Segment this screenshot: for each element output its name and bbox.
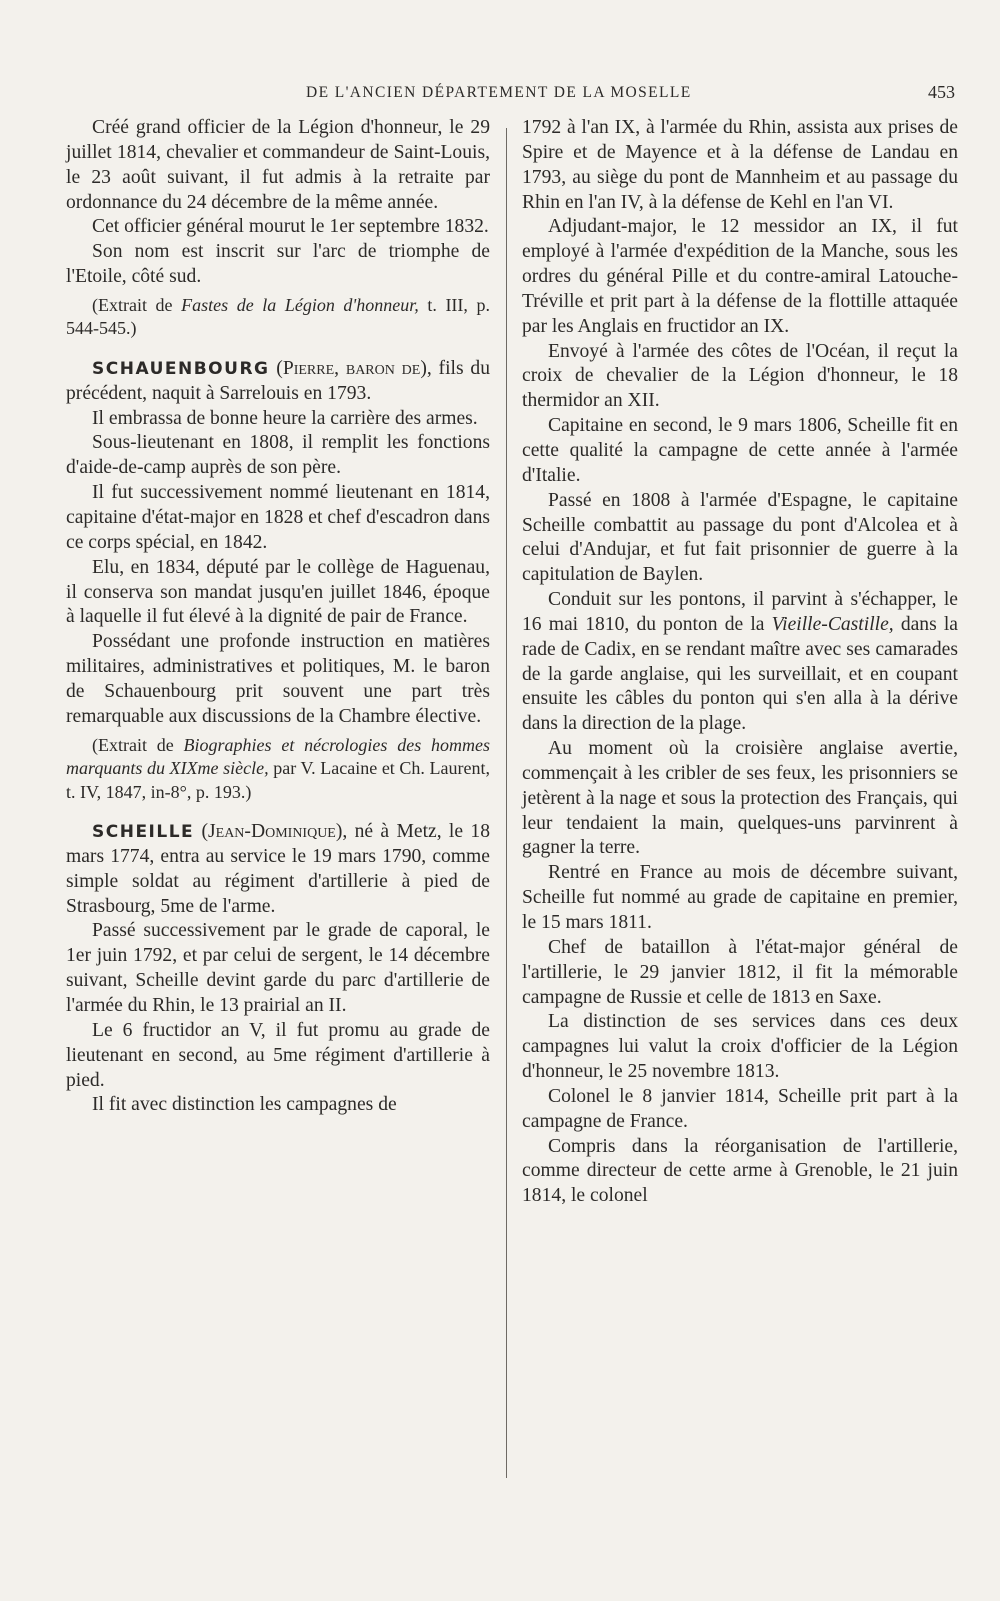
paragraph: Possédant une profonde instruction en matières militaires, administratives et politiques, M. le baron de Schauenbourg prit souvent une part très remarquable aux discussions de la Chambre élective. <box>66 631 490 727</box>
paragraph: Au moment où la croisière anglaise avertie, commençait à les cribler de ses feux, les prisonniers se jetèrent à la nage et sous la protection des Français, qui leur tendaient la main, quelques-uns parvinrent à gagner la terre. <box>522 738 958 859</box>
entry-given-name: (Jean-Dominique) <box>201 821 343 843</box>
citation-title: Fastes de la Légion d'honneur, <box>181 294 419 315</box>
paragraph: La distinction de ses services dans ces deux campagnes lui valut la croix d'officier de la Légion d'honneur, le 25 novembre 1813. <box>522 1011 958 1083</box>
running-header <box>0 84 1000 114</box>
paragraph: Colonel le 8 janvier 1814, Scheille prit part à la campagne de France. <box>522 1085 958 1132</box>
ship-name: Vieille-Castille, <box>771 613 894 635</box>
paragraph: Passé successivement par le grade de caporal, le 1er juin 1792, et par celui de sergent, le 14 décembre suivant, Scheille devint garde du parc d'artillerie de l'armée du Rhin, le 13 prairial an II. <box>66 920 490 1016</box>
paragraph: Rentré en France au mois de décembre suivant, Scheille fut nommé au grade de capitaine en premier, le 15 mars 1811. <box>522 862 958 933</box>
right-column <box>522 116 958 1209</box>
left-column <box>66 116 490 1118</box>
paragraph: Envoyé à l'armée des côtes de l'Océan, il reçut la croix de chevalier de la Légion d'honneur, le 18 thermidor an XII. <box>522 340 958 412</box>
running-title: DE L'ANCIEN DÉPARTEMENT DE LA MOSELLE <box>306 84 692 101</box>
paragraph: Compris dans la réorganisation de l'artillerie, comme directeur de cette arme à Grenoble, le 21 juin 1814, le colonel <box>522 1135 958 1207</box>
paragraph: Le 6 fructidor an V, il fut promu au grade de lieutenant en second, au 5me régiment d'artillerie à pied. <box>66 1019 490 1091</box>
paragraph: Il fit avec distinction les campagnes de <box>92 1094 397 1116</box>
citation: (Extrait de Fastes de la Légion d'honneur, t. III, p. 544-545.) <box>66 294 490 339</box>
citation-title: Biographies et nécrologies des hommes marquants du XIXme siècle, <box>66 734 490 779</box>
paragraph: 1792 à l'an IX, à l'armée du Rhin, assista aux prises de Spire et de Mayence et à la défense de Landau en 1793, au siège du pont de Mannheim et au passage du Rhin en l'an IV, à la défense de Kehl en l'an VI. <box>522 117 958 213</box>
paragraph: Capitaine en second, le 9 mars 1806, Scheille fit en cette qualité la campagne de cette année à l'armée d'Italie. <box>522 415 958 486</box>
paragraph: Passé en 1808 à l'armée d'Espagne, le capitaine Scheille combattit au passage du pont d'Alcolea et à celui d'Andujar, et fut fait prisonnier de guerre à la capitulation de Baylen. <box>522 489 958 586</box>
citation: (Extrait de Biographies et nécrologies des hommes marquants du XIXme siècle, par V. Lacaine et Ch. Laurent, t. IV, 1847, in-8°, p. 193.) <box>66 734 490 802</box>
entry-scheille: SCHEILLE (Jean-Dominique), né à Metz, le 18 mars 1774, entra au service le 19 mars 1790, comme simple soldat au régiment d'artillerie à pied de Strasbourg, 5me de l'arme. <box>66 821 490 917</box>
paragraph: Sous-lieutenant en 1808, il remplit les fonctions d'aide-de-camp auprès de son père. <box>66 432 490 479</box>
paragraph: Créé grand officier de la Légion d'honneur, le 29 juillet 1814, chevalier et commandeur de Saint-Louis, le 23 août suivant, il fut admis à la retraite par ordonnance du 24 décembre de la même année. <box>66 117 490 213</box>
paragraph: Son nom est inscrit sur l'arc de triomphe de l'Etoile, côté sud. <box>66 241 490 288</box>
entry-name: SCHAUENBOURG <box>92 358 270 379</box>
page-number: 453 <box>928 82 955 102</box>
entry-name: SCHEILLE <box>92 822 195 843</box>
paragraph: Chef de bataillon à l'état-major général de l'artillerie, le 29 janvier 1812, il fit la mémorable campagne de Russie et celle de 1813 en Saxe. <box>522 936 958 1008</box>
paragraph: Conduit sur les pontons, il parvint à s'échapper, le 16 mai 1810, du ponton de la Vieille-Castille, dans la rade de Cadix, en se rendant maître avec ses camarades de la garde anglaise, qui les surveillait, et en coupant ensuite les câbles du ponton qui s'en alla à la dérive dans la direction de la plage. <box>522 589 958 735</box>
paragraph: Il embrassa de bonne heure la carrière des armes. <box>92 407 478 429</box>
paragraph: Elu, en 1834, député par le collège de Haguenau, il conserva son mandat jusqu'en juillet 1846, époque à laquelle il fut élevé à la dignité de pair de France. <box>66 556 490 628</box>
paragraph: Cet officier général mourut le 1er septembre 1832. <box>92 216 489 238</box>
paragraph: Adjudant-major, le 12 messidor an IX, il fut employé à l'armée d'expédition de la Manche, sous les ordres du général Pille et du contre-amiral Latouche-Tréville et prit part à la défense de la flottille attaquée par les Anglais en fructidor an IX. <box>522 216 958 337</box>
entry-given-name: (Pierre, baron de) <box>276 357 427 379</box>
paragraph: Il fut successivement nommé lieutenant en 1814, capitaine d'état-major en 1828 et chef d'escadron dans ce corps spécial, en 1842. <box>66 482 490 553</box>
column-divider <box>506 128 507 1478</box>
entry-schauenbourg: SCHAUENBOURG (Pierre, baron de), fils du précédent, naquit à Sarrelouis en 1793. <box>66 357 490 404</box>
